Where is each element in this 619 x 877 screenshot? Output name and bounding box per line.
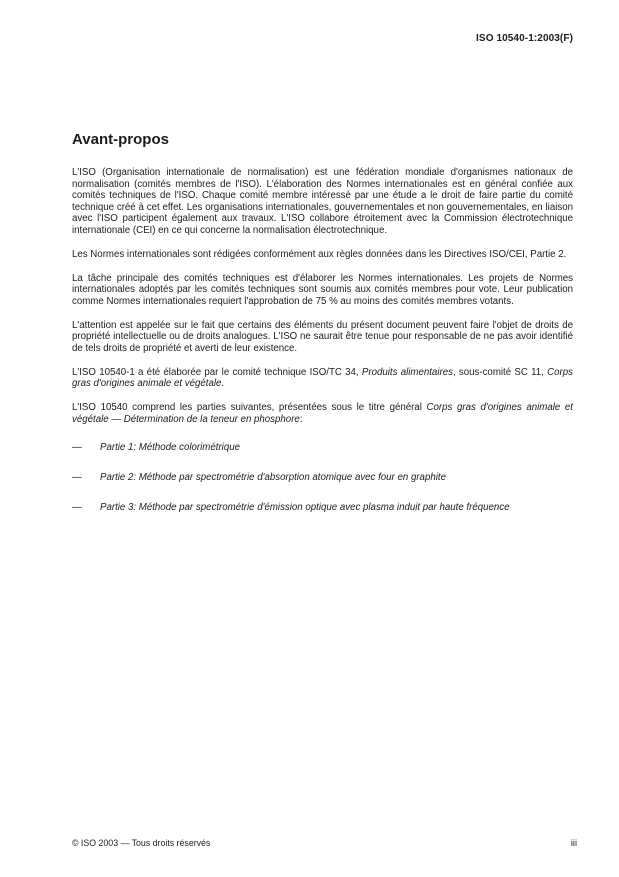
- paragraph-text: .: [221, 378, 225, 389]
- paragraph: [72, 273, 573, 308]
- paragraph-text: L'ISO (Organisation internationale de normalisation) est une fédération mondiale d'organismes nationaux de normalisation (comités membres de l'ISO). L'élaboration des Normes internationales est en général confiée aux comités techniques de l'ISO. Chaque comité membre intéressé par une étude a le droit de faire partie du comité technique créé à cet effet. Les organisations internationales, gouvernementales et non gouvernementales, en liaison avec l'ISO participent également aux travaux. L'ISO collabore étroitement avec la Commission électrotechnique internationale (CEI) en ce qui concerne la normalisation électrotechnique.: [72, 167, 573, 236]
- list-item: [72, 472, 573, 484]
- paragraph-text: L'attention est appelée sur le fait que certains des éléments du présent document peuvent faire l'objet de droits de propriété intellectuelle ou de droits analogues. L'ISO ne saurait être tenue pour responsable de ne pas avoir identifié de tels droits de propriété et averti de leur existence.: [72, 319, 573, 354]
- parts-list: [72, 442, 573, 514]
- paragraph-text: L'ISO 10540-1 a été élaborée par le comité technique ISO/TC 34,: [72, 366, 362, 378]
- list-dash: —: [72, 502, 82, 513]
- paragraph: [72, 249, 573, 261]
- paragraph-text: :: [299, 413, 303, 425]
- page-number: iii: [570, 838, 577, 848]
- list-item: [72, 502, 573, 514]
- page-content: [72, 131, 573, 532]
- page-footer: [72, 838, 577, 848]
- body-paragraphs: [72, 167, 573, 425]
- document-reference: ISO 10540-1:2003(F): [476, 33, 573, 44]
- paragraph-text: Les Normes internationales sont rédigées conformément aux règles données dans les Directives ISO/CEI, Partie 2.: [72, 248, 567, 260]
- paragraph: [72, 402, 573, 425]
- paragraph: [72, 167, 573, 236]
- paragraph-text-italic: Corps gras d'origines animale et végétale — Détermination de la teneur en phosphore: [72, 402, 573, 425]
- paragraph: [72, 320, 573, 355]
- list-item-label: Partie 3: Méthode par spectrométrie d'émission optique avec plasma induit par haute fréquence: [100, 502, 510, 513]
- copyright-notice: © ISO 2003 — Tous droits réservés: [72, 838, 211, 848]
- paragraph-text: L'ISO 10540 comprend les parties suivantes, présentées sous le titre général: [72, 402, 427, 413]
- page-title: Avant-propos: [72, 131, 169, 148]
- paragraph-text-italic: Corps gras d'origines animale et végétale: [72, 366, 573, 389]
- paragraph-text: La tâche principale des comités techniques est d'élaborer les Normes internationales. Les projets de Normes internationales adoptés par les comités techniques sont soumis aux comités membres pour vote. Leur publication comme Normes internationales requiert l'approbation de 75 % au moins des comités membres votants.: [72, 272, 573, 307]
- list-item-label: Partie 1: Méthode colorimétrique: [100, 442, 241, 453]
- list-item: [72, 442, 573, 454]
- list-dash: —: [72, 472, 82, 483]
- paragraph: [72, 367, 573, 390]
- paragraph-text: , sous-comité SC 11,: [452, 366, 548, 378]
- list-dash: —: [72, 442, 82, 453]
- page-header: [476, 33, 573, 44]
- paragraph-text-italic: Produits alimentaires: [361, 366, 453, 378]
- list-item-label: Partie 2: Méthode par spectrométrie d'absorption atomique avec four en graphite: [100, 472, 446, 483]
